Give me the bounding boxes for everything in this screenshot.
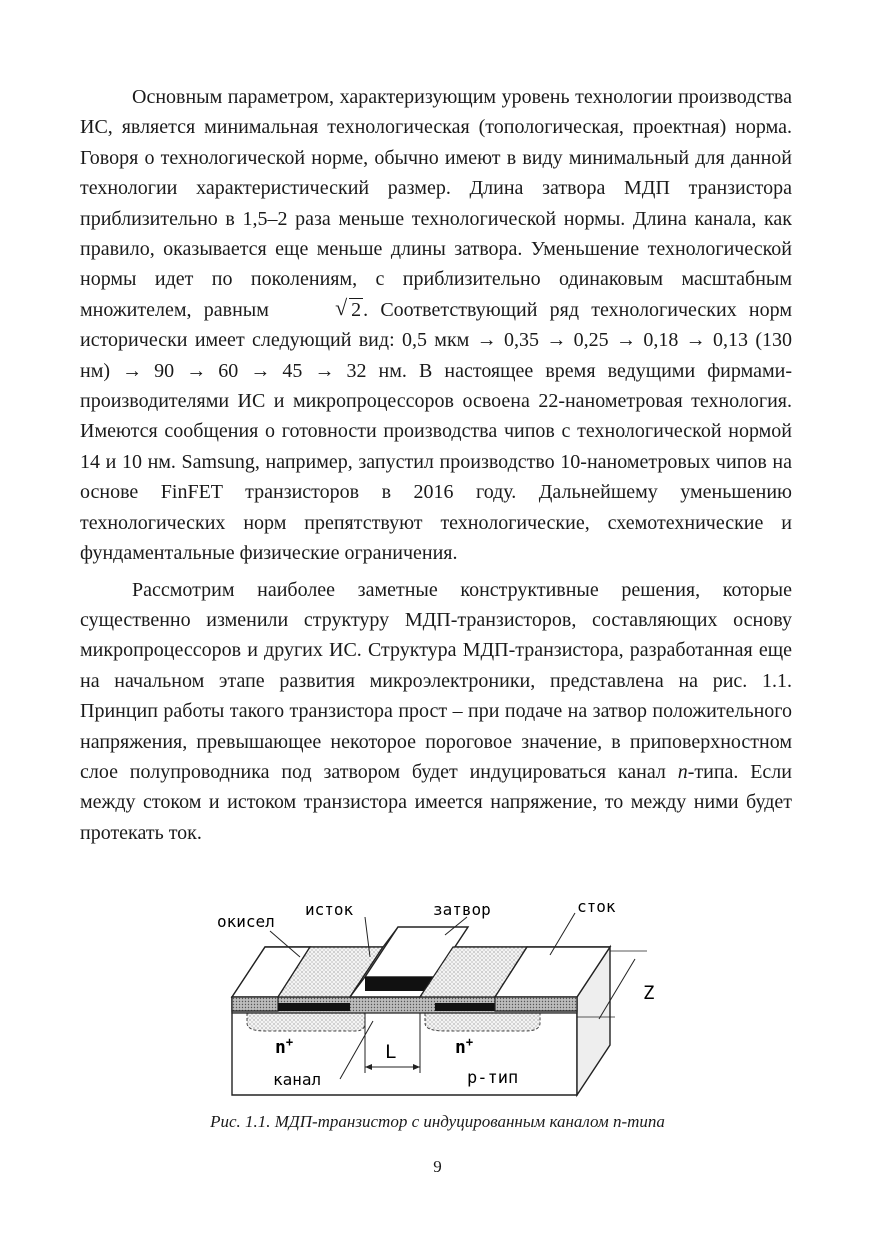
- paragraph-2-text-b: -типа. Если между стоком и истоком транзистора имеется напряжение, то между ними будет протекать ток.: [80, 760, 792, 844]
- n-right-text: n: [455, 1037, 466, 1058]
- body-text: [80, 82, 792, 854]
- paragraph-1: [80, 82, 792, 569]
- label-drain: сток: [577, 897, 616, 916]
- plus-left: +: [285, 1035, 294, 1049]
- plus-right: +: [465, 1035, 474, 1049]
- sqrt-formula: [283, 295, 363, 325]
- left-oxide-front: [232, 997, 278, 1011]
- label-gate: затвор: [433, 900, 491, 919]
- sqrt-symbol: √: [335, 294, 348, 320]
- paragraph-2: [80, 575, 792, 849]
- right-oxide-front: [495, 997, 577, 1011]
- paragraph-1-text-b: . Соответствующий ряд технологических норм исторически имеет следующий вид: 0,5 мкм → 0,35 → 0,25 → 0,18 → 0,13 (130 нм) → 90 → 60 → 45 → 32 нм. В настоящее время ведущими фирмами-производителями ИС и микропроцессоров освоена 22-нанометровая технология. Имеются сообщения о готовности производства чипов с технологической нормой 14 и 10 нм. Samsung, например, запустил производство 10-нанометровых чипов на основе FinFET транзисторов в 2016 году. Дальнейшему уменьшению технологических норм препятствуют технологические, схемотехнические и фундаментальные физические ограничения.: [80, 298, 792, 565]
- label-oxide: окисел: [217, 912, 275, 931]
- gate-metal-front: [365, 977, 435, 991]
- figure-caption: Рис. 1.1. МДП-транзистор с индуцированным каналом n-типа: [210, 1112, 665, 1131]
- mosfet-figure: [205, 895, 675, 1115]
- label-substrate: р-тип: [467, 1068, 519, 1088]
- n-type-italic: n: [677, 760, 688, 783]
- sqrt-value: 2: [351, 298, 362, 321]
- source-metal-contact: [278, 1003, 350, 1011]
- page-number: 9: [433, 1157, 442, 1176]
- mosfet-diagram: [205, 895, 675, 1115]
- label-length-l: L: [385, 1041, 397, 1063]
- n-left-text: n: [275, 1037, 286, 1058]
- paragraph-2-text-a: Рассмотрим наиболее заметные конструктивные решения, которые существенно изменили структуру МДП-транзисторов, составляющих основу микропроцессоров и других ИС. Структура МДП-транзистора, разработанная еще на начальном этапе развития микроэлектроники, представлена на рис. 1.1. Принцип работы такого транзистора прост – при подаче на затвор положительного напряжения, превышающее некоторое пороговое значение, в приповерхностном слое полупроводника под затвором будет индуцироваться канал: [80, 578, 792, 783]
- label-width-z: Z: [643, 982, 655, 1004]
- n-plus-drain-region: [425, 1013, 540, 1031]
- n-plus-source-region: [247, 1013, 365, 1031]
- drain-metal-contact: [435, 1003, 495, 1011]
- label-channel: канал: [273, 1070, 322, 1089]
- label-source: исток: [305, 900, 354, 919]
- paragraph-1-text-a: Основным параметром, характеризующим уровень технологии производства ИС, является минимальная технологическая (топологическая, проектная) норма. Говоря о технологической норме, обычно имеют в виду минимальный для данной технологии характеристический размер. Длина затвора МДП транзистора приблизительно в 1,5–2 раза меньше технологической нормы. Длина канала, как правило, оказывается еще меньше длины затвора. Уменьшение технологической нормы идет по поколениям, с приблизительно одинаковым масштабным множителем, равным: [80, 86, 792, 321]
